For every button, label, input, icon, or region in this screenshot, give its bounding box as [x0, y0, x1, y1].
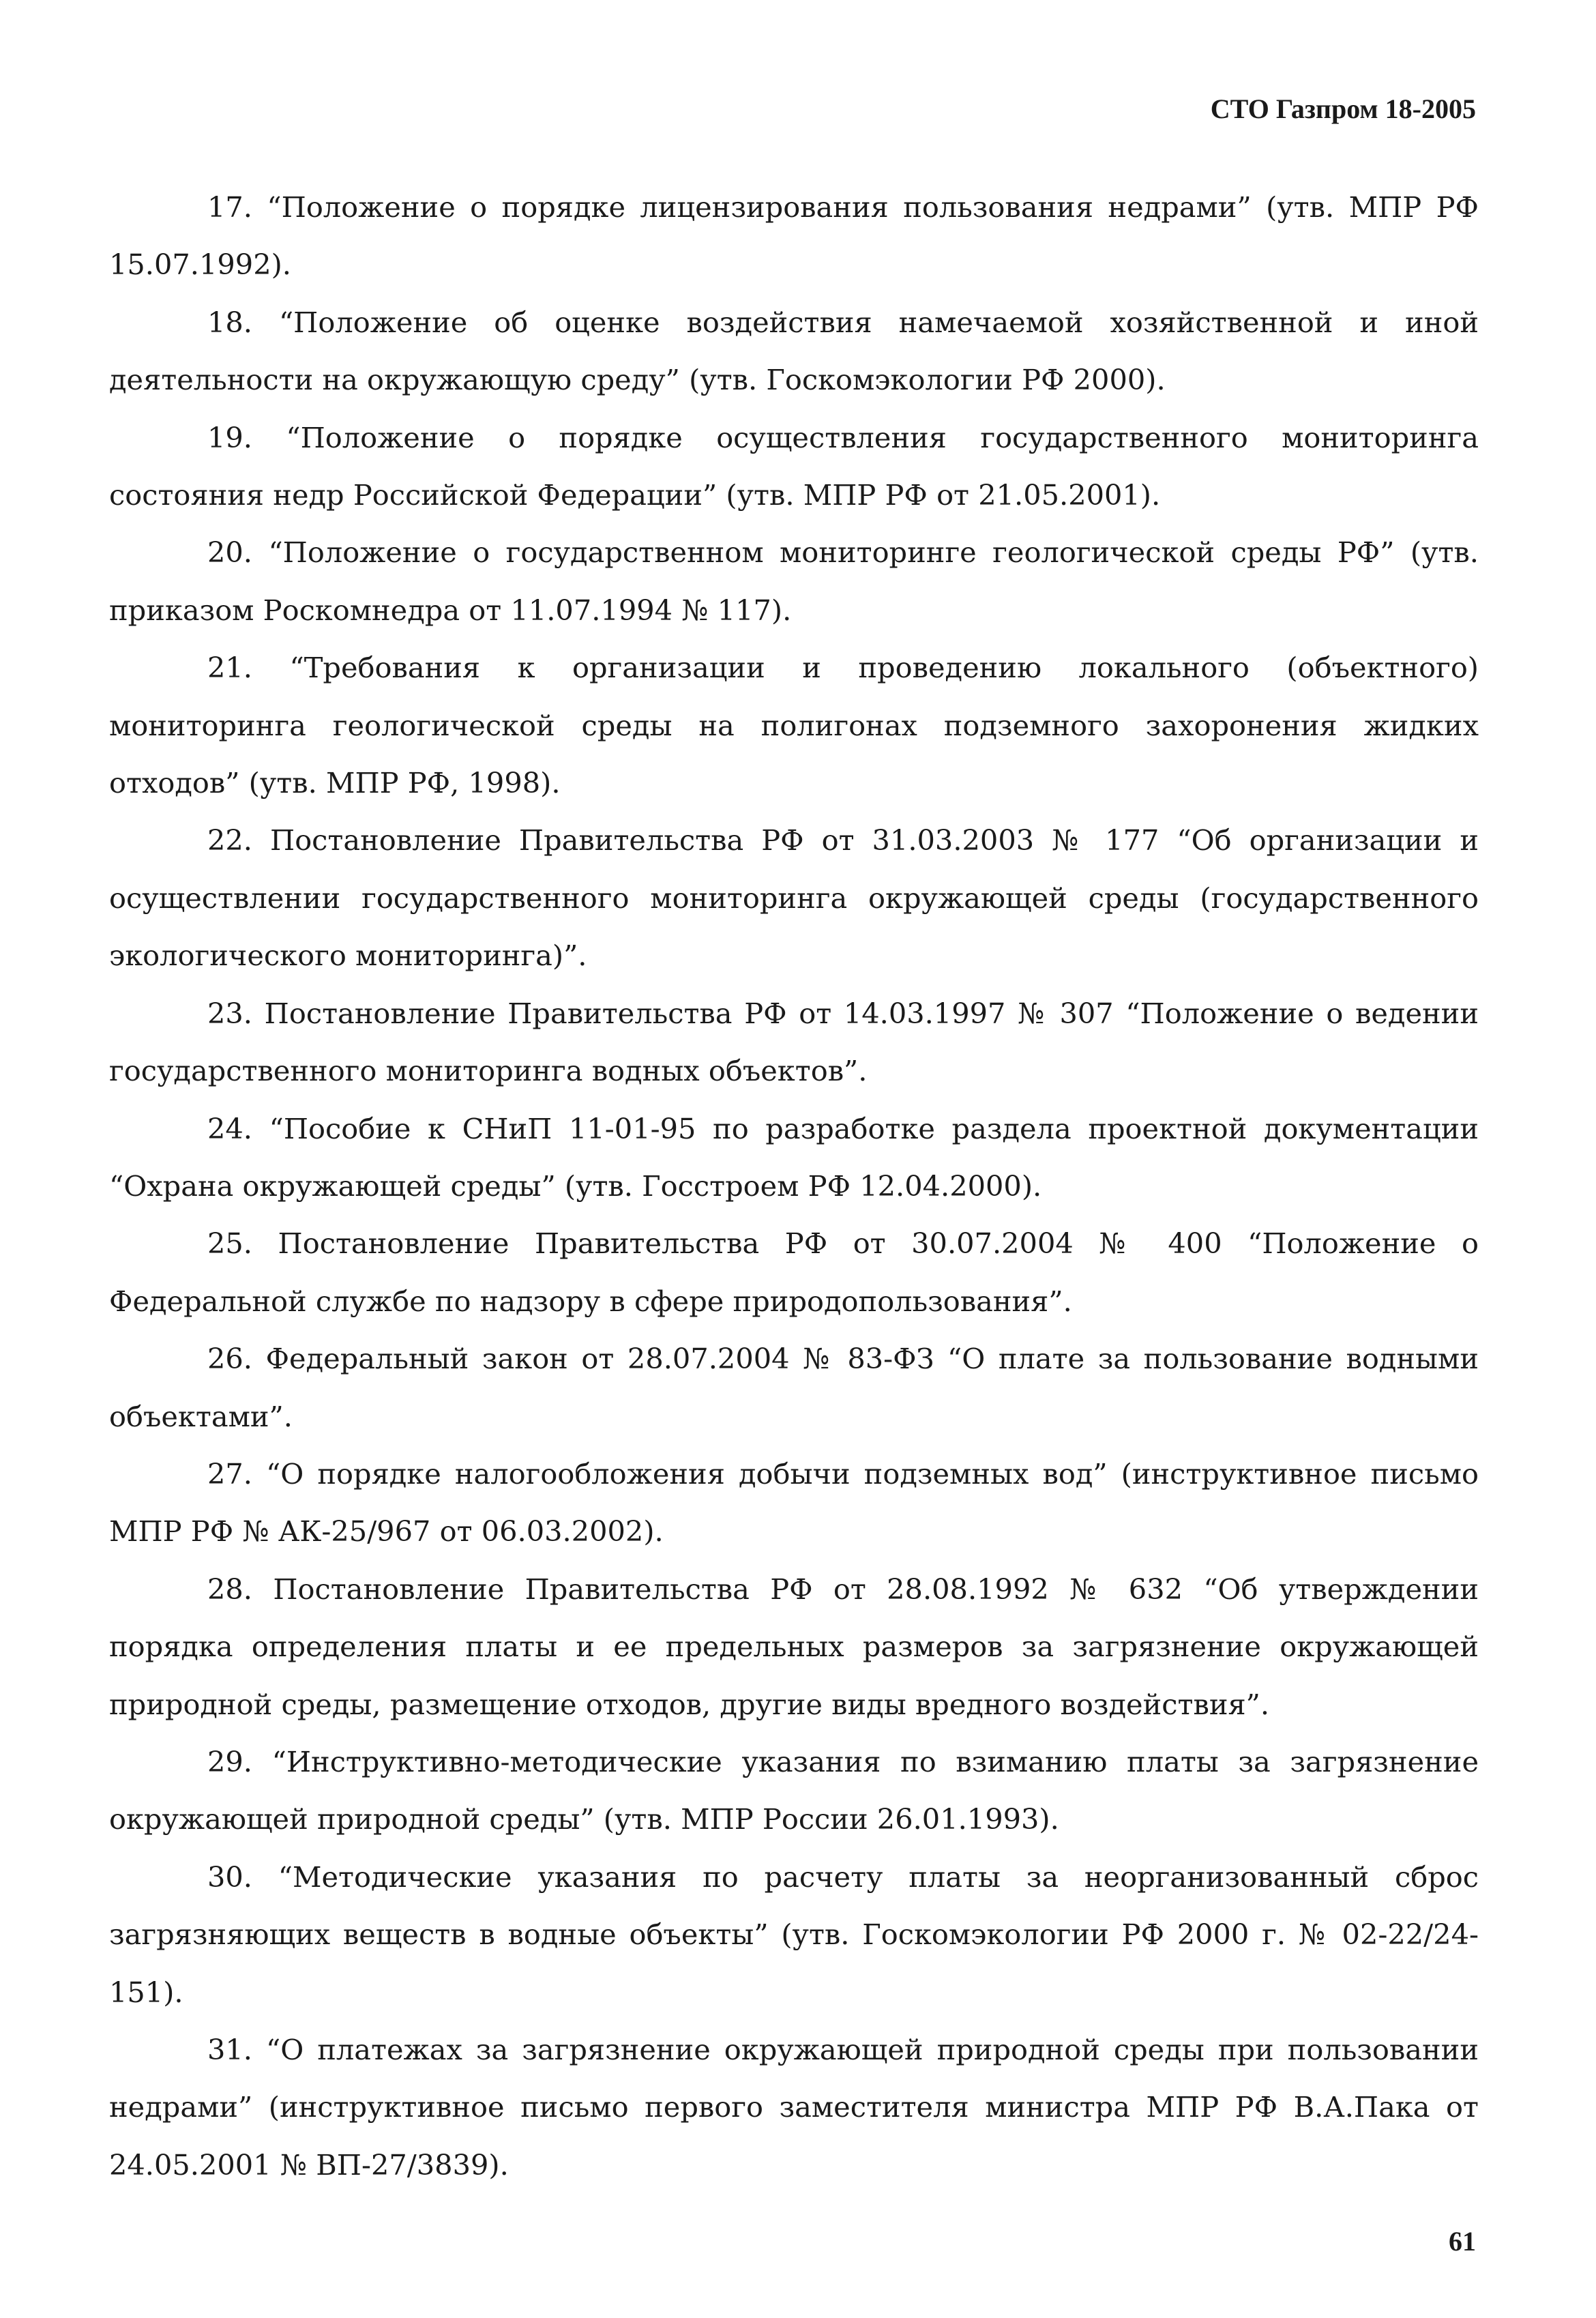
reference-number: 20. — [207, 536, 252, 570]
reference-item — [109, 1446, 1479, 1561]
reference-text: “Методические указания по расчету платы за неорганизованный сброс загрязняющих веществ в водные объекты” (утв. Госкомэкологии РФ 2000 г. № 02-22/24-151). — [109, 1860, 1479, 2009]
reference-item — [109, 409, 1479, 525]
reference-text: Федеральный закон от 28.07.2004 № 83-ФЗ “О плате за пользование водными объектами”. — [109, 1342, 1479, 1433]
reference-number: 23. — [207, 996, 252, 1030]
reference-item — [109, 1849, 1479, 2021]
reference-number: 22. — [207, 823, 252, 857]
reference-item — [109, 639, 1479, 812]
reference-text: “Положение о порядке лицензирования пользования недрами” (утв. МПР РФ 15.07.1992). — [109, 190, 1479, 282]
document-code-header: СТО Газпром 18-2005 — [1210, 93, 1476, 124]
reference-number: 28. — [207, 1572, 252, 1606]
reference-text: “Положение о порядке осуществления государственного мониторинга состояния недр Российской Федерации” (утв. МПР РФ от 21.05.2001). — [109, 420, 1479, 512]
reference-item — [109, 2021, 1479, 2194]
reference-number: 18. — [207, 305, 252, 339]
reference-item — [109, 1215, 1479, 1330]
reference-number: 19. — [207, 420, 252, 454]
reference-item — [109, 524, 1479, 639]
reference-text: “Пособие к СНиП 11-01-95 по разработке раздела проектной документации “Охрана окружающей среды” (утв. Госстроем РФ 12.04.2000). — [109, 1111, 1479, 1203]
reference-text: “Требования к организации и проведению локального (объектного) мониторинга геологической среды на полигонах подземного захоронения жидких отходов” (утв. МПР РФ, 1998). — [109, 651, 1479, 800]
reference-text: “Инструктивно-методические указания по взиманию платы за загрязнение окружающей природной среды” (утв. МПР России 26.01.1993). — [109, 1744, 1479, 1836]
reference-number: 30. — [207, 1860, 252, 1894]
page-number: 61 — [1449, 2226, 1476, 2257]
reference-number: 24. — [207, 1111, 252, 1145]
reference-number: 21. — [207, 651, 252, 685]
reference-text: “Положение об оценке воздействия намечаемой хозяйственной и иной деятельности на окружающую среду” (утв. Госкомэкологии РФ 2000). — [109, 305, 1479, 397]
reference-item — [109, 985, 1479, 1100]
reference-list — [109, 179, 1479, 2194]
reference-number: 25. — [207, 1227, 252, 1261]
reference-text: “О платежах за загрязнение окружающей природной среды при пользовании недрами” (инструктивное письмо первого заместителя министра МПР РФ В.А.Пака от 24.05.2001 № ВП-27/3839). — [109, 2033, 1479, 2182]
reference-item — [109, 179, 1479, 294]
reference-item — [109, 812, 1479, 984]
reference-text: “Положение о государственном мониторинге геологической среды РФ” (утв. приказом Роскомнедра от 11.07.1994 № 117). — [109, 536, 1479, 627]
reference-text: Постановление Правительства РФ от 31.03.2003 № 177 “Об организации и осуществлении государственного мониторинга окружающей среды (государственного экологического мониторинга)”. — [109, 823, 1479, 973]
reference-item — [109, 1330, 1479, 1446]
reference-item — [109, 1733, 1479, 1849]
reference-number: 29. — [207, 1744, 252, 1778]
reference-number: 27. — [207, 1456, 252, 1491]
reference-item — [109, 294, 1479, 409]
reference-number: 17. — [207, 190, 252, 224]
reference-number: 31. — [207, 2033, 252, 2066]
reference-number: 26. — [207, 1342, 252, 1376]
reference-text: “О порядке налогообложения добычи подземных вод” (инструктивное письмо МПР РФ № АК-25/967 от 06.03.2002). — [109, 1456, 1479, 1549]
reference-item — [109, 1561, 1479, 1733]
reference-item — [109, 1100, 1479, 1216]
reference-text: Постановление Правительства РФ от 28.08.1992 № 632 “Об утверждении порядка определения платы и ее предельных размеров за загрязнение окружающей природной среды, размещение отходов, другие виды вредного воздействия”. — [109, 1572, 1479, 1721]
reference-text: Постановление Правительства РФ от 14.03.1997 № 307 “Положение о ведении государственного мониторинга водных объектов”. — [109, 996, 1479, 1088]
reference-text: Постановление Правительства РФ от 30.07.2004 № 400 “Положение о Федеральной службе по надзору в сфере природопользования”. — [109, 1227, 1479, 1318]
